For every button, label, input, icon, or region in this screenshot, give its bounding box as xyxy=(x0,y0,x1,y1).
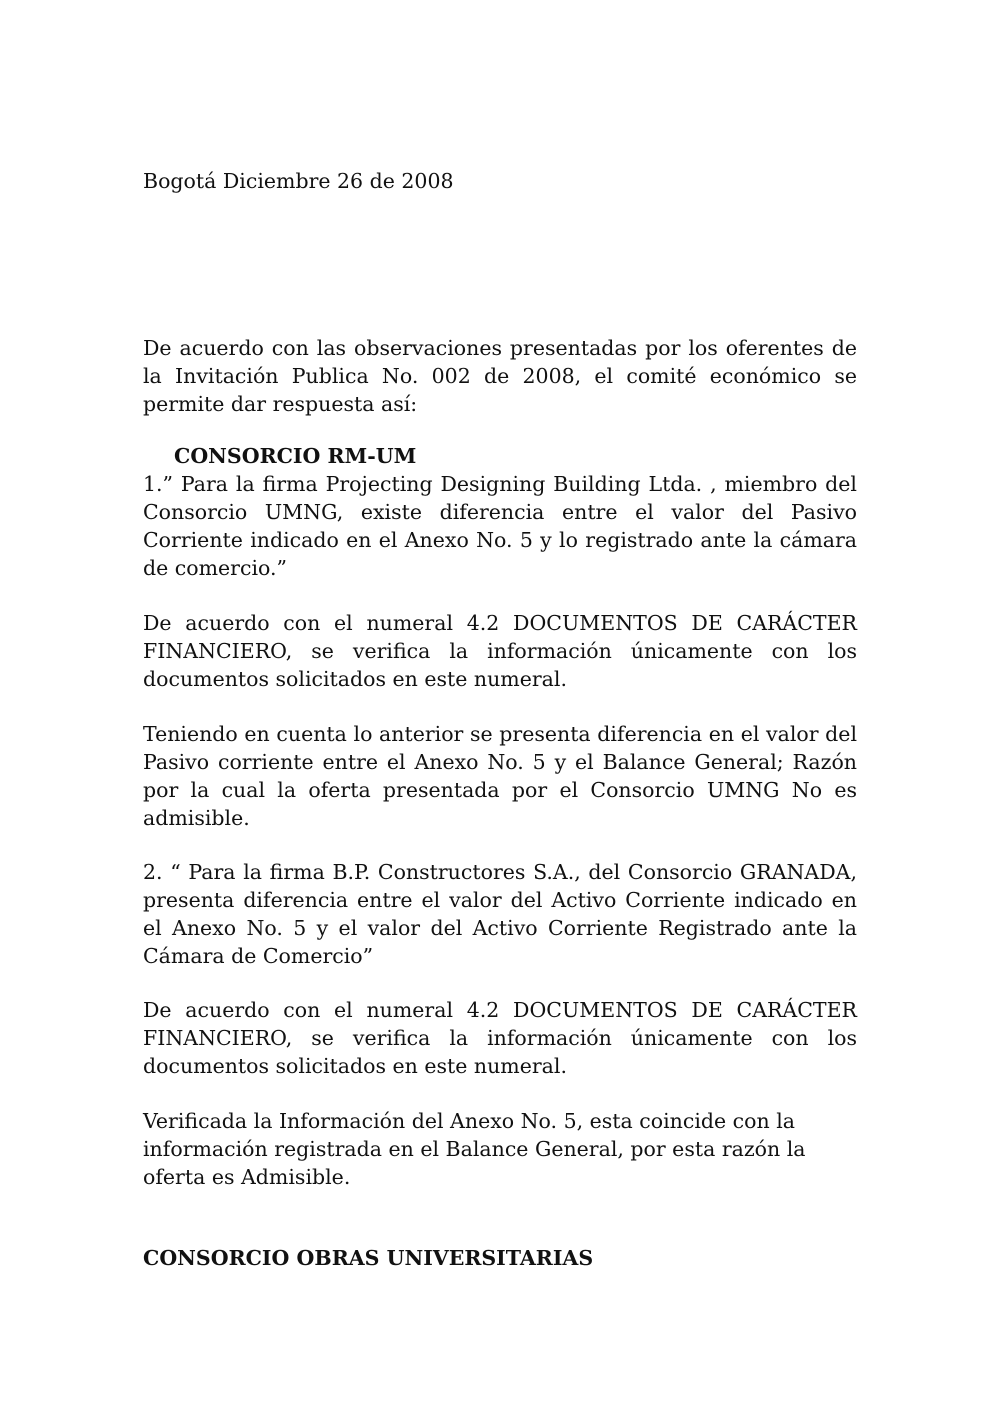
observation-item-2: 2. “ Para la firma B.P. Constructores S.A., del Consorcio GRANADA, presenta diferencia entre el valor del Activo Corriente indicado en el Anexo No. 5 y el valor del Activo Corriente Registrado ante la Cámara de Comercio” xyxy=(143,860,857,968)
response-paragraph-1b: Teniendo en cuenta lo anterior se presenta diferencia en el valor del Pasivo corriente entre el Anexo No. 5 y el Balance General; Razón por la cual la oferta presentada por el Consorcio UMNG No es admisible. xyxy=(143,722,857,830)
date-line: Bogotá Diciembre 26 de 2008 xyxy=(143,169,454,193)
response-paragraph-1a: De acuerdo con el numeral 4.2 DOCUMENTOS DE CARÁCTER FINANCIERO, se verifica la información únicamente con los documentos solicitados en este numeral. xyxy=(143,611,857,691)
section-heading-consorcio-rm-um: CONSORCIO RM-UM xyxy=(174,444,417,468)
intro-paragraph: De acuerdo con las observaciones presentadas por los oferentes de la Invitación Publica No. 002 de 2008, el comité económico se permite dar respuesta así: xyxy=(143,336,857,416)
response-paragraph-2b: Verificada la Información del Anexo No. 5, esta coincide con la información registrada en el Balance General, por esta razón la oferta es Admisible. xyxy=(143,1109,806,1189)
response-paragraph-2a: De acuerdo con el numeral 4.2 DOCUMENTOS DE CARÁCTER FINANCIERO, se verifica la información únicamente con los documentos solicitados en este numeral. xyxy=(143,998,857,1078)
section-heading-consorcio-obras-universitarias: CONSORCIO OBRAS UNIVERSITARIAS xyxy=(143,1246,594,1270)
observation-item-1: 1.” Para la firma Projecting Designing Building Ltda. , miembro del Consorcio UMNG, existe diferencia entre el valor del Pasivo Corriente indicado en el Anexo No. 5 y lo registrado ante la cámara de comercio.” xyxy=(143,472,857,580)
